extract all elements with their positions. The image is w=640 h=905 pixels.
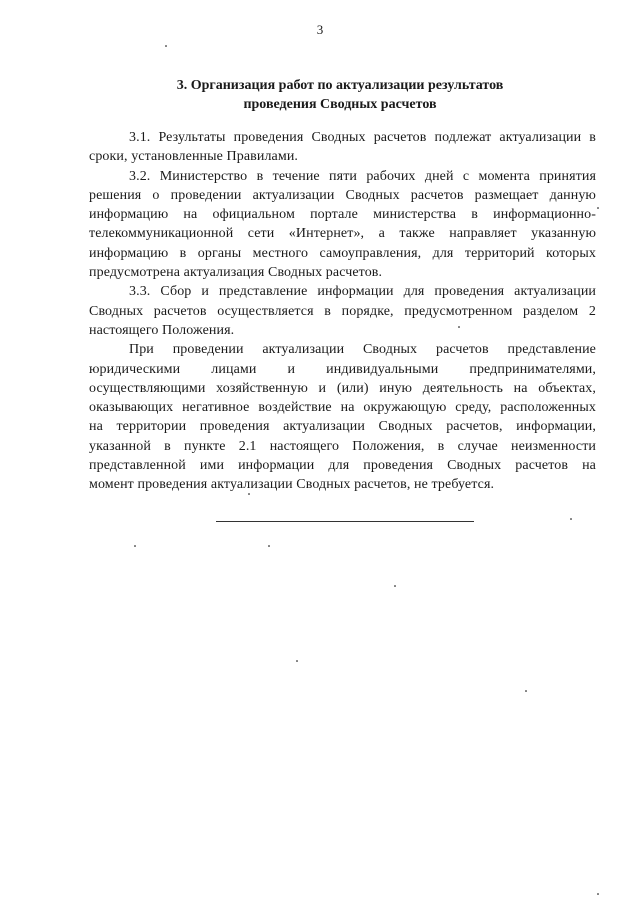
- scan-speck: [134, 545, 136, 547]
- text-line: телекоммуникационной сети «Интернет», а также направляет указанную: [89, 226, 596, 242]
- paragraph-actualization-note: [89, 340, 596, 494]
- scan-speck: [458, 326, 460, 328]
- text-line: осуществляющими хозяйственную и (или) иную деятельность на объектах,: [89, 380, 596, 396]
- scan-speck: [597, 893, 599, 895]
- text-line: 3.2. Министерство в течение пяти рабочих дней с момента принятия: [129, 168, 596, 184]
- text-line: сроки, установленные Правилами.: [89, 149, 299, 165]
- text-line: Сводных расчетов осуществляется в порядке, предусмотренном разделом 2: [89, 303, 596, 319]
- scan-speck: [165, 45, 167, 47]
- end-separator-line-left: [216, 521, 358, 522]
- section-heading-line-2: проведения Сводных расчетов: [243, 97, 437, 112]
- scan-speck: [597, 207, 599, 209]
- scan-speck: [268, 545, 270, 547]
- text-line: предусмотрена актуализация Сводных расчетов.: [89, 265, 383, 281]
- paragraph-3-2: [89, 167, 596, 283]
- scan-speck: [296, 660, 298, 662]
- document-body: [89, 128, 596, 495]
- scan-speck: [248, 493, 250, 495]
- text-line: информацию в органы местного самоуправления, для территорий которых: [89, 245, 596, 261]
- scan-speck: [525, 690, 527, 692]
- text-line: 3.1. Результаты проведения Сводных расчетов подлежат актуализации в: [129, 130, 596, 145]
- text-line: При проведении актуализации Сводных расчетов представление: [129, 342, 596, 358]
- section-heading-line-1: 3. Организация работ по актуализации результатов: [176, 78, 504, 93]
- text-line: на территории проведения актуализации Сводных расчетов, информации,: [89, 419, 596, 435]
- text-line: указанной в пункте 2.1 настоящего Положения, в случае неизменности: [89, 438, 596, 454]
- text-line: настоящего Положения.: [89, 322, 235, 338]
- paragraph-3-1: [89, 128, 596, 167]
- end-separator-line-right: [358, 521, 474, 522]
- scan-speck: [394, 585, 396, 587]
- text-line: 3.3. Сбор и представление информации для проведения актуализации: [129, 284, 596, 300]
- text-line: решения о проведении актуализации Сводных расчетов размещает данную: [89, 187, 596, 203]
- text-line: юридическими лицами и индивидуальными предпринимателями,: [89, 361, 596, 377]
- scan-speck: [570, 518, 572, 520]
- text-line: оказывающих негативное воздействие на окружающую среду, расположенных: [89, 400, 596, 416]
- text-line: информацию на официальном портале министерства в информационно-: [89, 207, 596, 223]
- section-heading: [60, 76, 620, 114]
- paragraph-3-3: [89, 282, 596, 340]
- text-line: момент проведения актуализации Сводных расчетов, не требуется.: [89, 477, 495, 493]
- text-line: представленной ими информации для проведения Сводных расчетов на: [89, 458, 596, 474]
- page-number: 3: [316, 22, 324, 37]
